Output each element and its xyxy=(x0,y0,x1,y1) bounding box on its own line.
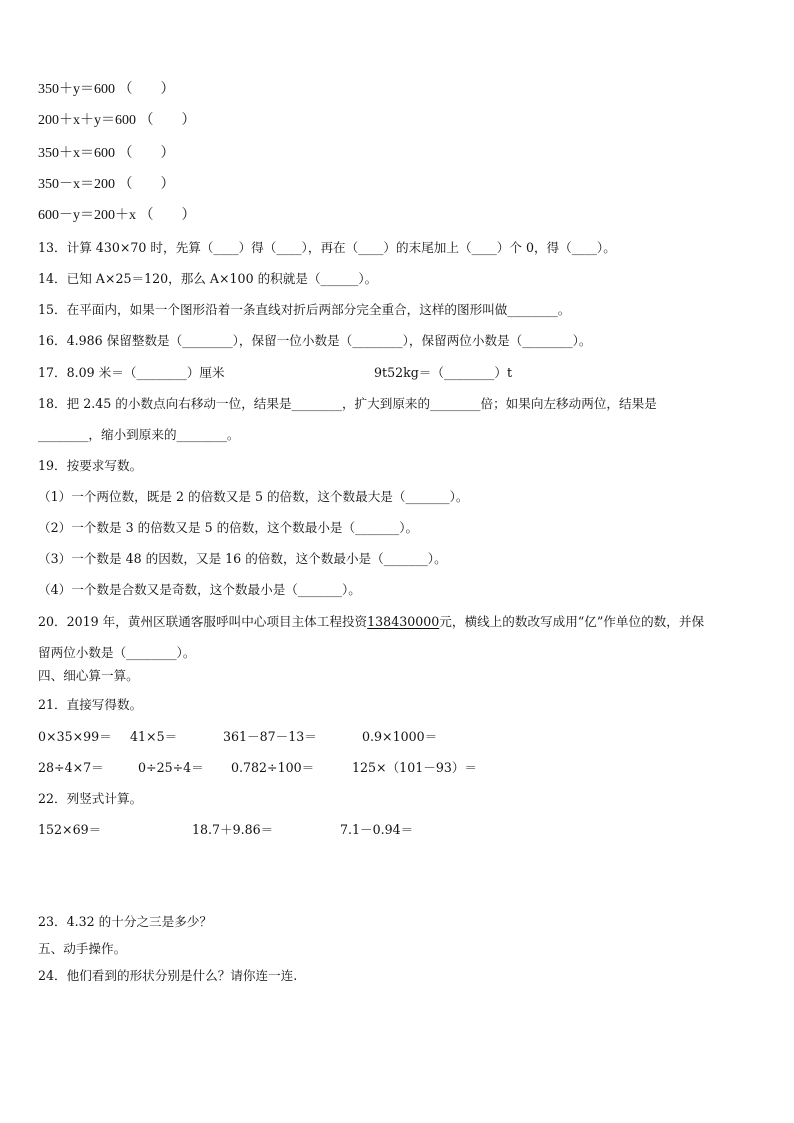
question-14: 14．已知 A×25＝120，那么 A×100 的积就是（______）。 xyxy=(38,271,378,286)
q21-row1-item-4: 0.9×1000＝ xyxy=(362,729,438,744)
question-19-item-2: （2）一个数是 3 的倍数又是 5 的倍数，这个数最小是（_______）。 xyxy=(38,520,419,535)
question-15: 15．在平面内，如果一个图形沿着一条直线对折后两部分完全重合，这样的图形叫做________。 xyxy=(38,302,571,317)
q21-row2-item-2: 0÷25÷4＝ xyxy=(138,760,204,775)
equation-4: 350－x＝200 （ ） xyxy=(38,177,175,192)
q22-item-1: 152×69＝ xyxy=(38,822,102,837)
question-20-text-before: 20．2019 年，黄州区联通客服呼叫中心项目主体工程投资 xyxy=(38,614,368,629)
question-20-line-1 xyxy=(38,613,704,631)
question-19-item-4: （4）一个数是合数又是奇数，这个数最小是（_______）。 xyxy=(38,582,361,597)
question-17-part-b: 9t52kg＝（________）t xyxy=(374,365,513,380)
question-19: 19．按要求写数。 xyxy=(38,458,143,473)
q22-item-2: 18.7＋9.86＝ xyxy=(192,822,274,837)
question-22: 22．列竖式计算。 xyxy=(38,791,143,806)
question-13: 13．计算 430×70 时，先算（____）得（____），再在（____）的末尾加上（____）个 0，得（____）。 xyxy=(38,240,616,255)
section-5-heading: 五、动手操作。 xyxy=(38,941,127,956)
equation-5: 600－y＝200＋x （ ） xyxy=(38,208,196,223)
q21-row1-item-3: 361－87－13＝ xyxy=(223,729,317,744)
question-19-item-3: （3）一个数是 48 的因数，又是 16 的倍数，这个数最小是（_______）。 xyxy=(38,551,447,566)
question-20-line-2: 留两位小数是（________）。 xyxy=(38,645,196,660)
q21-row2-item-1: 28÷4×7＝ xyxy=(38,760,104,775)
question-16: 16．4.986 保留整数是（________），保留一位小数是（________），保留两位小数是（________）。 xyxy=(38,333,592,348)
q22-item-3: 7.1－0.94＝ xyxy=(340,822,414,837)
question-20-text-after: 元，横线上的数改写成用“亿”作单位的数，并保 xyxy=(439,614,705,629)
q21-row1-item-1: 0×35×99＝ xyxy=(38,729,112,744)
question-19-item-1: （1）一个两位数，既是 2 的倍数又是 5 的倍数，这个数最大是（_______）。 xyxy=(38,489,469,504)
question-20-underlined-number: 138430000 xyxy=(367,614,440,629)
question-18-line-2: ________，缩小到原来的________。 xyxy=(38,427,240,442)
section-4-heading: 四、细心算一算。 xyxy=(38,668,139,683)
question-24: 24．他们看到的形状分别是什么？请你连一连. xyxy=(38,968,298,983)
question-17-part-a: 17．8.09 米＝（________）厘米 xyxy=(38,365,225,380)
equation-1: 350＋y＝600 （ ） xyxy=(38,82,175,97)
q21-row2-item-3: 0.782÷100＝ xyxy=(231,760,315,775)
question-18-line-1: 18．把 2.45 的小数点向右移动一位，结果是________，扩大到原来的________倍；如果向左移动两位，结果是 xyxy=(38,396,657,411)
q21-row2-item-4: 125×（101－93）＝ xyxy=(352,760,478,775)
equation-3: 350＋x＝600 （ ） xyxy=(38,146,175,161)
q21-row1-item-2: 41×5＝ xyxy=(130,729,178,744)
equation-2: 200＋x＋y＝600 （ ） xyxy=(38,113,196,128)
question-23: 23．4.32 的十分之三是多少？ xyxy=(38,914,213,929)
question-21: 21．直接写得数。 xyxy=(38,697,143,712)
